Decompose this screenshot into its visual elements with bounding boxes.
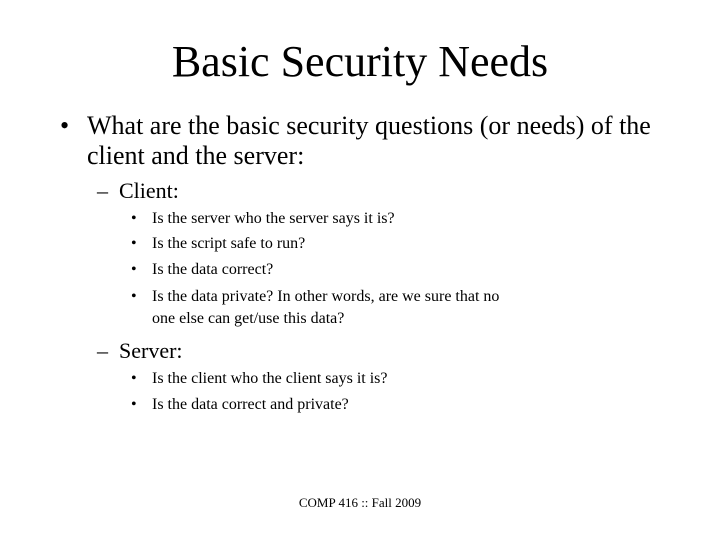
client-heading (97, 178, 179, 204)
server-item-text: Is the client who the client says it is? (152, 370, 388, 387)
main-bullet (60, 111, 670, 171)
main-bullet-text: What are the basic security questions (or needs) of the client and the server: (87, 111, 651, 170)
client-heading-text: Client: (119, 178, 179, 203)
slide-footer: COMP 416 :: Fall 2009 (298, 495, 422, 510)
server-item-text: Is the data correct and private? (152, 396, 349, 413)
client-item (131, 233, 671, 255)
dash-glyph: – (97, 338, 108, 363)
bullet-glyph: • (131, 261, 137, 278)
client-item-text: Is the script safe to run? (152, 235, 306, 252)
bullet-glyph: • (131, 396, 137, 413)
client-item (131, 259, 671, 281)
server-heading-text: Server: (119, 338, 183, 363)
dash-glyph: – (97, 178, 108, 203)
bullet-glyph: • (131, 210, 137, 227)
server-heading (97, 338, 183, 364)
bullet-glyph: • (131, 288, 137, 305)
client-item-text: Is the server who the server says it is? (152, 210, 395, 227)
server-item (131, 394, 671, 416)
server-item (131, 368, 671, 390)
client-item-text: Is the data correct? (152, 261, 274, 278)
bullet-glyph: • (60, 111, 70, 140)
client-item-text: Is the data private? In other words, are we sure that no one else can get/use this data? (152, 288, 500, 327)
client-item (131, 286, 511, 330)
slide-title: Basic Security Needs (171, 37, 549, 86)
client-item (131, 208, 671, 230)
bullet-glyph: • (131, 370, 137, 387)
bullet-glyph: • (131, 235, 137, 252)
